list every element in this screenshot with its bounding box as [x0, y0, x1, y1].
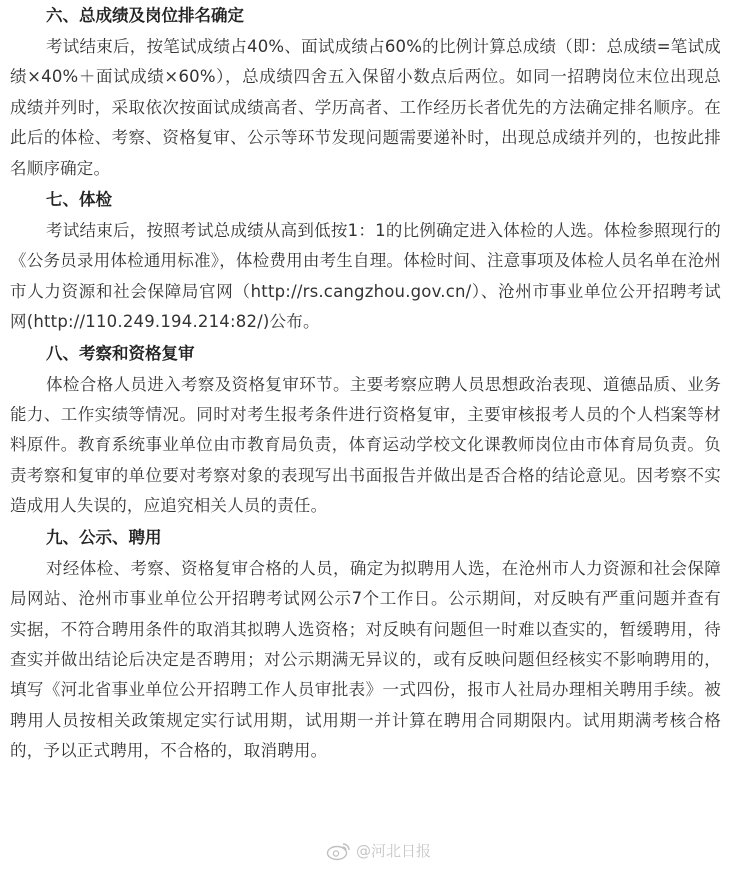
section-body-publicity: 对经体检、考察、资格复审合格的人员，确定为拟聘用人选，在沧州市人力资源和社会保障局网站、沧州市事业单位公开招聘考试网公示7个工作日。公示期间，对反映有严重问题并查有实据，不符合聘用条件的取消其拟聘人选资格；对反映有问题但一时难以查实的，暂缓聘用，待查实并做出结论后决定是否聘用；对公示期满无异议的，或有反映问题但经核实不影响聘用的，填写《河北省事业单位公开招聘工作人员审批表》一式四份，报市人社局办理相关聘用手续。被聘用人员按相关政策规定实行试用期，试用期一并计算在聘用合同期限内。试用期满考核合格的，予以正式聘用，不合格的，取消聘用。: [10, 558, 721, 761]
section-heading-inspection: 八、考察和资格复审: [46, 343, 195, 363]
weibo-icon: [326, 841, 352, 861]
watermark-text: @河北日报: [355, 842, 431, 860]
section-heading-total-score: 六、总成绩及岗位排名确定: [46, 6, 244, 25]
document-body: [10, 0, 721, 767]
watermark: [326, 840, 431, 861]
section-body-total-score: 考试结束后，按笔试成绩占40%、面试成绩占60%的比例计算总成绩（即：总成绩=笔试成绩×40%＋面试成绩×60%），总成绩四舍五入保留小数点后两位。如同一招聘岗位末位出现总成绩并列时，采取依次按面试成绩高者、学历高者、工作经历长者优先的方法确定排名顺序。在此后的体检、考察、资格复审、公示等环节发现问题需要递补时，出现总成绩并列的，也按此排名顺序确定。: [10, 37, 721, 178]
section-body-inspection: 体检合格人员进入考察及资格复审环节。主要考察应聘人员思想政治表现、道德品质、业务能力、工作实绩等情况。同时对考生报考条件进行资格复审，主要审核报考人员的个人档案等材料原件。教育系统事业单位由市教育局负责，体育运动学校文化课教师岗位由市体育局负责。负责考察和复审的单位要对考察对象的表现写出书面报告并做出是否合格的结论意见。因考察不实造成用人失误的，应追究相关人员的责任。: [10, 374, 721, 516]
section-heading-physical-exam: 七、体检: [46, 190, 112, 210]
section-heading-publicity: 九、公示、聘用: [46, 527, 162, 547]
section-body-physical-exam: 考试结束后，按照考试总成绩从高到低按1：1的比例确定进入体检的人选。体检参照现行的《公务员录用体检通用标准》，体检费用由考生自理。体检时间、注意事项及体检人员名单在沧州市人力资源和社会保障局官网（http://rs.cangzhou.gov.cn/）、沧州市事业单位公开招聘考试网(http://110.249.194.214:82/)公布。: [10, 221, 721, 332]
